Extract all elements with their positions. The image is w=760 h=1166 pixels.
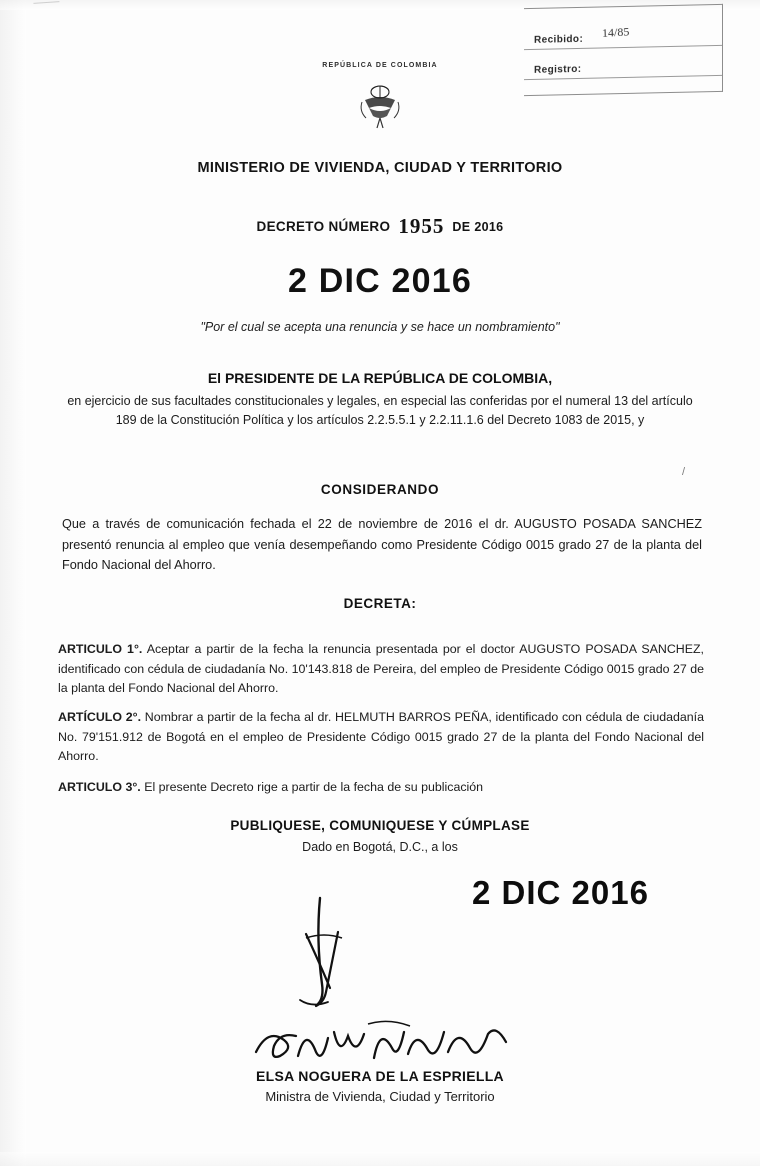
article-1-text: Aceptar a partir de la fecha la renuncia presentada por el doctor AUGUSTO POSADA SANCHEZ, identificado con cédula de ciudadanía No. 10'143.818 de Pereira, del empleo de Presidente Código 0015 grado 27 de la planta del Fondo Nacional del Ahorro. — [58, 642, 704, 696]
article-1-label: ARTICULO 1°. — [58, 642, 143, 656]
article-3-label: ARTICULO 3°. — [58, 780, 141, 794]
decree-subject: "Por el cual se acepta una renuncia y se hace un nombramiento" — [200, 320, 560, 334]
reception-stamp-box — [524, 4, 723, 96]
signer-title: Ministra de Vivienda, Ciudad y Territorio — [265, 1089, 495, 1104]
president-heading: El PRESIDENTE DE LA REPÚBLICA DE COLOMBIA, — [207, 370, 553, 386]
article-2 — [58, 708, 704, 767]
ministry-title: MINISTERIO DE VIVIENDA, CIUDAD Y TERRITORIO — [197, 160, 563, 176]
stamp-rule-2 — [524, 75, 722, 80]
article-2-text: Nombrar a partir de la fecha al dr. HELMUTH BARROS PEÑA, identificado con cédula de ciudadanía No. 79'151.912 de Bogotá en el empleo de Presidente Código 0015 grado 27 de la planta del Fondo Nacional del Ahorro. — [58, 710, 704, 764]
dado-en-line: Dado en Bogotá, D.C., a los — [302, 840, 458, 854]
stamp-label-received: Recibido: — [534, 33, 584, 46]
margin-mark: / — [682, 466, 686, 478]
decreta-heading: DECRETA: — [343, 596, 417, 611]
stamp-rule-1 — [524, 45, 722, 50]
publiquese-line: PUBLIQUESE, COMUNIQUESE Y CÚMPLASE — [230, 818, 530, 833]
stamp-label-registered: Registro: — [534, 63, 582, 76]
article-3-text: El presente Decreto rige a partir de la fecha de su publicación — [140, 780, 484, 794]
decree-number-value: 1955 — [398, 214, 445, 238]
signer-name: ELSA NOGUERA DE LA ESPRIELLA — [256, 1068, 504, 1084]
date-stamp-top: 2 DIC 2016 — [288, 262, 472, 300]
republic-label: REPÚBLICA DE COLOMBIA — [322, 62, 438, 69]
date-stamp-bottom: 2 DIC 2016 — [472, 874, 649, 911]
decree-prefix-label: DECRETO NÚMERO — [256, 219, 391, 234]
colombia-coat-of-arms-icon — [357, 78, 403, 130]
article-3 — [58, 778, 704, 798]
preamble-text: en ejercicio de sus facultades constitucionales y legales, en especial las conferidas por el numeral 13 del artículo 189 de la Constitución Política y los artículos 2.2.5.5.1 y 2.2.11.1.6 del Decreto 1083 de 2015, y — [67, 394, 693, 427]
signature-upper-icon — [276, 892, 396, 1012]
signature-lower-icon — [248, 1018, 518, 1070]
article-2-label: ARTÍCULO 2°. — [58, 710, 142, 724]
decree-de-label: DE — [452, 220, 471, 234]
page-corner-fold — [33, 1, 60, 20]
decree-year-value: 2016 — [474, 220, 504, 234]
article-1 — [58, 640, 704, 699]
considerando-body: Que a través de comunicación fechada el 22 de noviembre de 2016 el dr. AUGUSTO POSADA SANCHEZ presentó renuncia al empleo que venía desempeñando como Presidente Código 0015 grado 27 de la planta del Fondo Nacional del Ahorro. — [62, 517, 702, 573]
decree-number-line — [0, 212, 760, 237]
stamp-handwritten-value: 14/85 — [601, 24, 630, 40]
considerando-heading: CONSIDERANDO — [320, 482, 440, 497]
scan-edge-bottom — [0, 1152, 760, 1166]
